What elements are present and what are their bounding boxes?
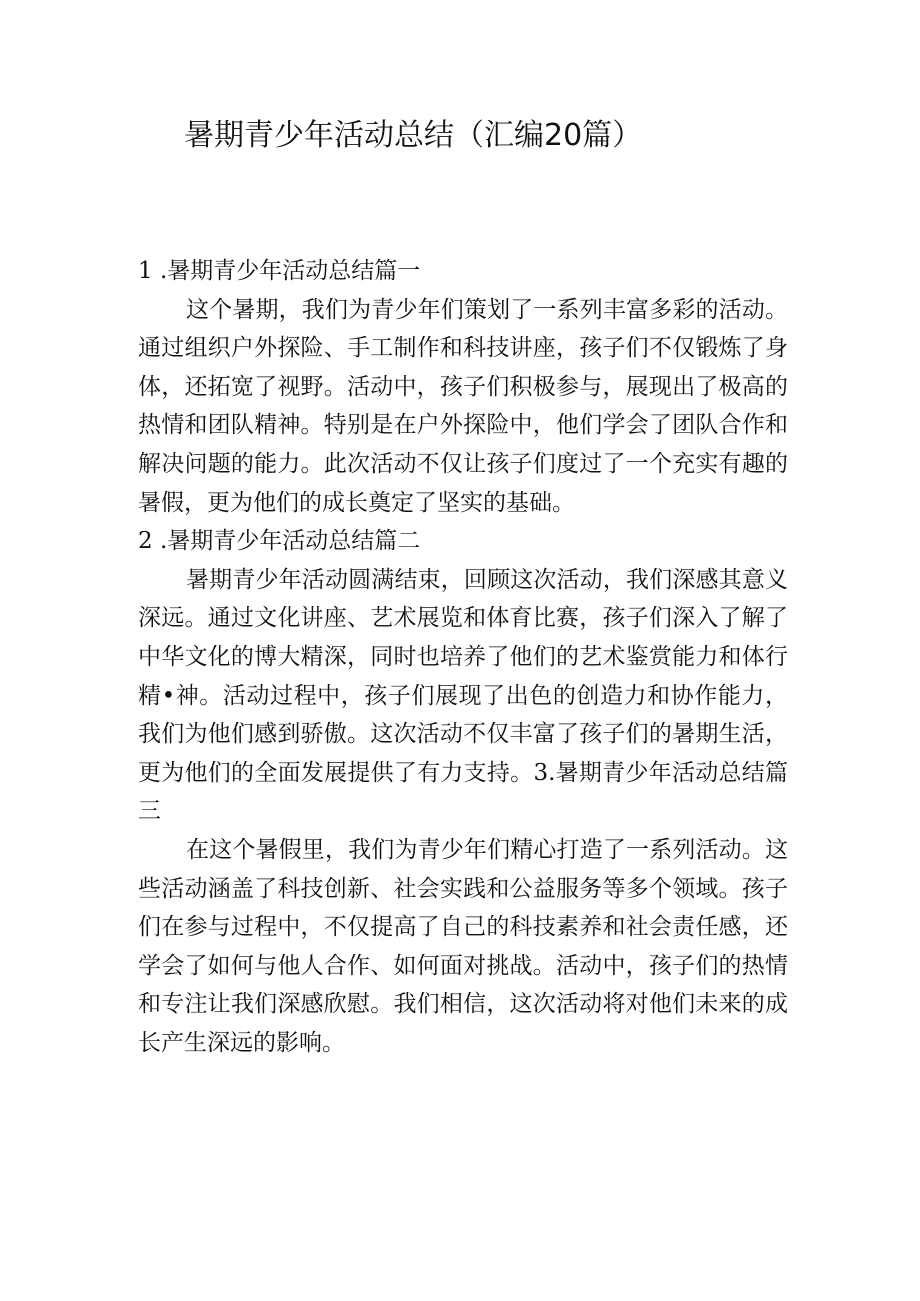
document-title: 暑期青少年活动总结（汇编20篇） bbox=[184, 118, 643, 153]
section-paragraph-2-text: 暑期青少年活动圆满结束，回顾这次活动，我们深感其意义深远。通过文化讲座、艺术展览和体育比赛，孩子们深入了解了中华文化的博大精深，同时也培养了他们的艺术鉴赏能力和体行精•神。活动过程中，孩子们展现了出色的创造力和协作能力，我们为他们感到骄傲。这次活动不仅丰富了孩子们的暑期生活，更为他们的全面发展提供了有力支持。 bbox=[138, 566, 788, 786]
section-paragraph-1: 这个暑期，我们为青少年们策划了一系列丰富多彩的活动。通过组织户外探险、手工制作和科技讲座，孩子们不仅锻炼了身体，还拓宽了视野。活动中，孩子们积极参与，展现出了极高的热情和团队精神。特别是在户外探险中，他们学会了团队合作和解决问题的能力。此次活动不仅让孩子们度过了一个充实有趣的暑假，更为他们的成长奠定了坚实的基础。 bbox=[138, 296, 788, 516]
section-heading-2: 2 .暑期青少年活动总结篇二 bbox=[138, 528, 421, 555]
section-paragraph-3: 在这个暑假里，我们为青少年们精心打造了一系列活动。这些活动涵盖了科技创新、社会实践和公益服务等多个领域。孩子们在参与过程中，不仅提高了自己的科技素养和社会责任感，还学会了如何与他人合作、如何面对挑战。活动中，孩子们的热情和专注让我们深感欣慰。我们相信，这次活动将对他们未来的成长产生深远的影响。 bbox=[138, 836, 788, 1056]
section-heading-3: 3.暑期青少年活动总结篇三 bbox=[138, 759, 788, 825]
section-paragraph-2 bbox=[138, 561, 788, 831]
document-body bbox=[138, 252, 788, 1062]
section-heading-1: 1 .暑期青少年活动总结篇一 bbox=[138, 258, 421, 284]
